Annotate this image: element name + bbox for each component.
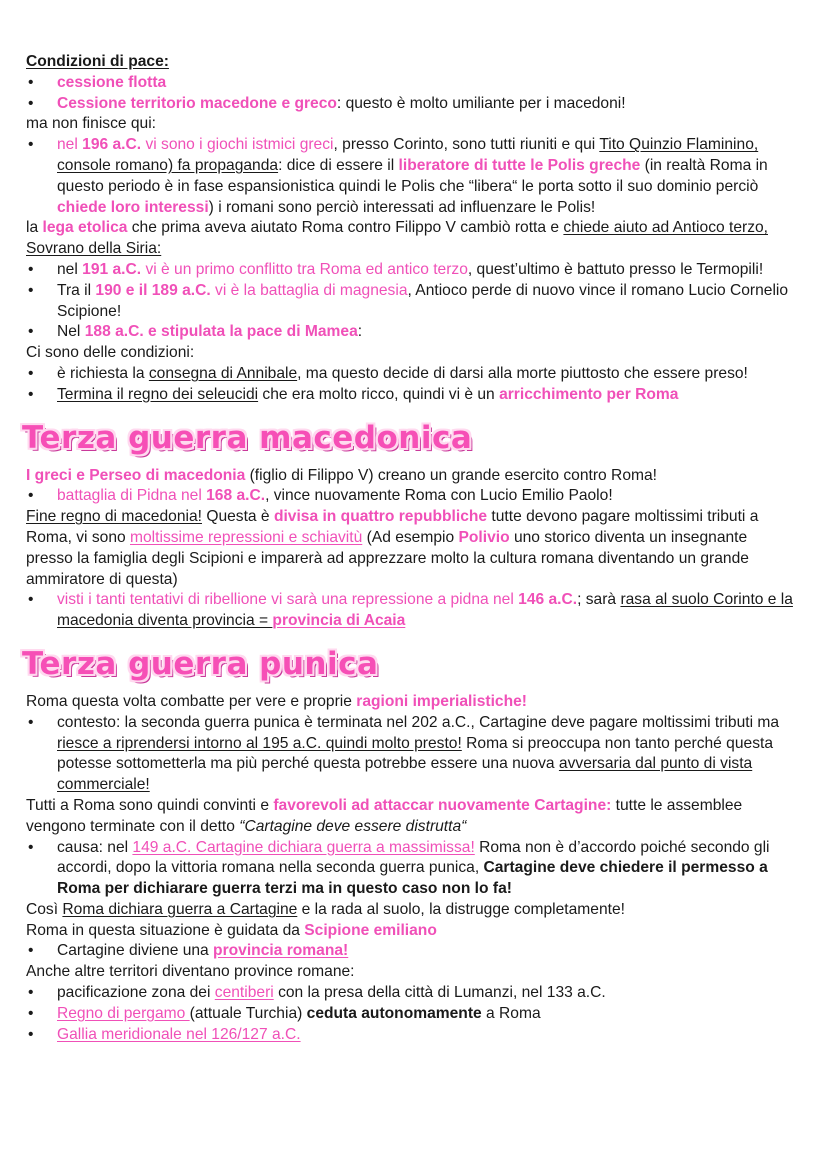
list-item: • Cessione territorio macedone e greco: questo è molto umiliante per i macedoni! xyxy=(26,94,798,115)
list-item: • contesto: la seconda guerra punica è terminata nel 202 a.C., Cartagine deve pagare moltissimi tributi ma riesce a riprendersi intorno al 195 a.C. quindi molto presto! Roma si preoccupa non tanto perché questa potesse sottometterla ma più perché questa potrebbe essere una nuova avversaria dal punto di vista commerciale! xyxy=(26,713,798,796)
list-item: • Gallia meridionale nel 126/127 a.C. xyxy=(26,1025,798,1046)
paragraph: Ci sono delle condizioni: xyxy=(26,344,195,362)
section-title-macedonica xyxy=(22,414,798,462)
paragraph: Fine regno di macedonia! Questa è divisa in quattro repubbliche tutte devono pagare moltissimi tributi a Roma, vi sono moltissime repressioni e schiavitù (Ad esempio Polivio uno storico diventa un insegnante presso la famiglia degli Scipioni e imparerà ad apprezzare molto la cultura romana diventando un grande ammiratore di questa) xyxy=(26,508,759,588)
section-title-punica xyxy=(22,640,798,688)
paragraph: ma non finisce qui: xyxy=(26,115,157,133)
paragraph: Roma in questa situazione è guidata da Scipione emiliano xyxy=(26,921,437,939)
paragraph: la lega etolica che prima aveva aiutato Roma contro Filippo V cambiò rotta e chiede aiuto ad Antioco terzo, Sovrano della Siria: xyxy=(26,219,768,258)
list-item: • causa: nel 149 a.C. Cartagine dichiara guerra a massimissa! Roma non è d’accordo poiché secondo gli accordi, dopo la vittoria romana nella seconda guerra punica, Cartagine deve chiedere il permesso a Roma per dichiarare guerra terzi ma in questo caso non lo fa! xyxy=(26,838,798,900)
list-item: • cessione flotta xyxy=(26,73,798,94)
list-item: • visti i tanti tentativi di ribellione vi sarà una repressione a pidna nel 146 a.C.; sarà rasa al suolo Corinto e la macedonia diventa provincia = provincia di Acaia xyxy=(26,590,798,632)
paragraph: Roma questa volta combatte per vere e proprie ragioni imperialistiche! xyxy=(26,692,527,710)
list-item: • Regno di pergamo (attuale Turchia) ceduta autonomamente a Roma xyxy=(26,1004,798,1025)
paragraph: Così Roma dichiara guerra a Cartagine e la rada al suolo, la distrugge completamente! xyxy=(26,900,625,918)
list-item: • battaglia di Pidna nel 168 a.C., vince nuovamente Roma con Lucio Emilio Paolo! xyxy=(26,486,798,507)
peace-conditions-heading: Condizioni di pace: xyxy=(26,53,169,70)
list-item: • Nel 188 a.C. e stipulata la pace di Mamea: xyxy=(26,322,798,343)
list-item: • è richiesta la consegna di Annibale, ma questo decide di darsi alla morte piuttosto che essere preso! xyxy=(26,364,798,385)
section-heading: Terza guerra punica xyxy=(22,645,379,682)
list-item: • Cartagine diviene una provincia romana! xyxy=(26,941,798,962)
paragraph: I greci e Perseo di macedonia (figlio di Filippo V) creano un grande esercito contro Roma! xyxy=(26,466,657,484)
notes-page xyxy=(22,52,798,1045)
list-item: • nel 191 a.C. vi è un primo conflitto tra Roma ed antico terzo, quest’ultimo è battuto presso le Termopili! xyxy=(26,260,798,281)
list-item: • nel 196 a.C. vi sono i giochi istmici greci, presso Corinto, sono tutti riuniti e qui Tito Quinzio Flaminino, console romano) fa propaganda: dice di essere il liberatore di tutte le Polis greche (in realtà Roma in questo periodo è in fase espansionistica quindi le Polis che “libera“ le porta sotto il suo dominio perciò chiede loro interessi) i romani sono perciò interessati ad influenzare le Polis! xyxy=(26,135,798,218)
list-item: • Tra il 190 e il 189 a.C. vi è la battaglia di magnesia, Antioco perde di nuovo vince il romano Lucio Cornelio Scipione! xyxy=(26,281,798,323)
list-item: • Termina il regno dei seleucidi che era molto ricco, quindi vi è un arricchimento per Roma xyxy=(26,385,798,406)
paragraph: Anche altre territori diventano province romane: xyxy=(26,963,355,981)
section-heading: Terza guerra macedonica xyxy=(22,419,473,456)
list-item: • pacificazione zona dei centiberi con la presa della città di Lumanzi, nel 133 a.C. xyxy=(26,983,798,1004)
paragraph: Tutti a Roma sono quindi convinti e favorevoli ad attaccar nuovamente Cartagine: tutte le assemblee vengono terminate con il detto “Cartagine deve essere distrutta“ xyxy=(26,796,743,835)
